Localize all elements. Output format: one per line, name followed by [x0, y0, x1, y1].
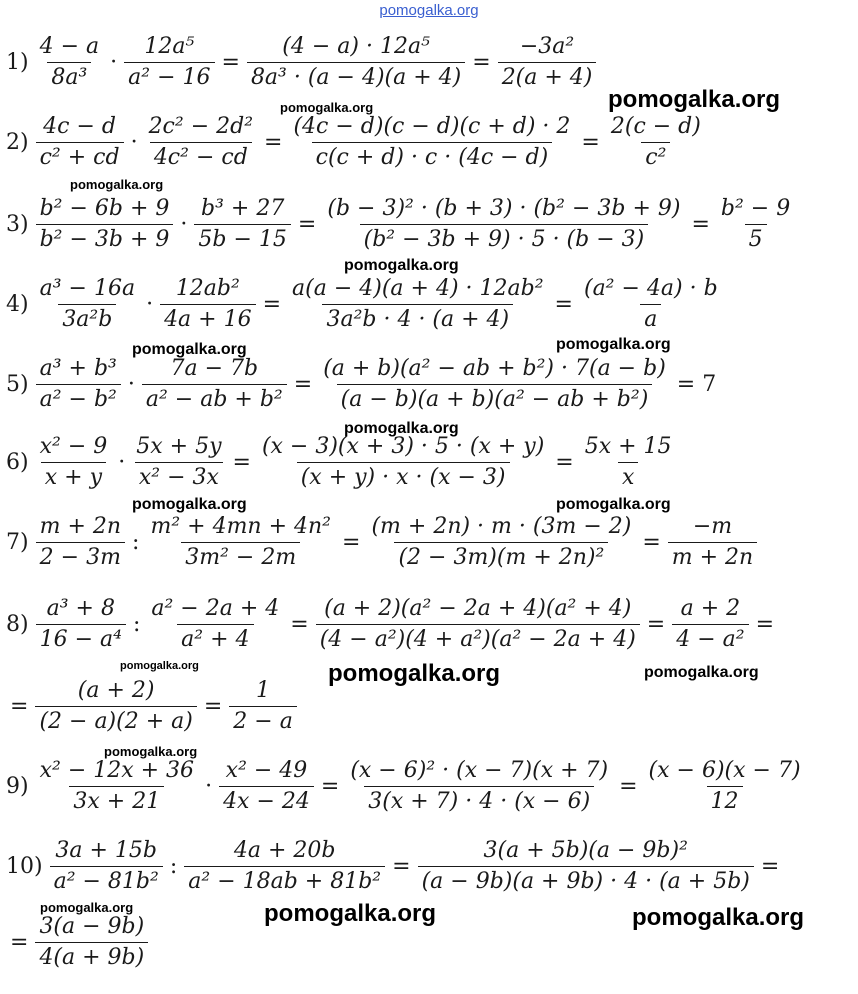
- numerator: 5x + 15: [584, 434, 672, 459]
- denominator: 16 − a⁴: [36, 624, 126, 653]
- numerator: b² − 9: [720, 196, 791, 221]
- problem-number: 9): [6, 774, 29, 799]
- watermark: pomogalka.org: [644, 664, 759, 681]
- operator: =: [755, 612, 775, 637]
- numerator: (a² − 4a) · b: [583, 276, 718, 301]
- operator: =: [554, 292, 573, 317]
- denominator: 4(a + 9b): [35, 942, 148, 971]
- denominator: (x + y) · x · (x − 3): [297, 462, 510, 491]
- numerator: 2c² − 2d²: [148, 114, 254, 139]
- numerator: x² − 9: [39, 434, 108, 459]
- denominator: (b² − 3b + 9) · 5 · (b − 3): [360, 224, 649, 253]
- denominator: 2 − a: [229, 706, 297, 735]
- denominator: x + y: [41, 462, 106, 491]
- fraction: [229, 678, 297, 735]
- equation-line: [6, 914, 151, 971]
- operator: ·: [146, 292, 154, 317]
- numerator: (4c − d)(c − d)(c + d) · 2: [293, 114, 571, 139]
- operator: =: [555, 450, 574, 475]
- problem-number: 10): [6, 854, 43, 879]
- denominator: a² − b²: [36, 384, 121, 413]
- fraction: [418, 838, 754, 895]
- numerator: (b − 3)² · (b + 3) · (b² − 3b + 9): [327, 196, 681, 221]
- operator: =: [264, 130, 283, 155]
- equation-line: [6, 678, 300, 735]
- fraction: [160, 276, 256, 333]
- fraction: [124, 34, 214, 91]
- fraction: [36, 276, 139, 333]
- numerator: 1: [256, 678, 271, 703]
- watermark: pomogalka.org: [104, 744, 198, 759]
- watermark: pomogalka.org: [344, 420, 459, 437]
- operator: ·: [127, 372, 135, 397]
- denominator: c(c + d) · c · (4c − d): [312, 142, 553, 171]
- numerator: m² + 4mn + 4n²: [150, 514, 332, 539]
- problem-number: 2): [6, 130, 29, 155]
- fraction: [147, 596, 283, 653]
- numerator: a³ + b³: [39, 356, 117, 381]
- operator: ·: [118, 450, 126, 475]
- watermark: pomogalka.org: [556, 336, 671, 353]
- fraction: [247, 34, 465, 91]
- problem-number: 1): [6, 50, 29, 75]
- denominator: (a − 9b)(a + 9b) · 4 · (a + 5b): [418, 866, 754, 895]
- numerator: 12a⁵: [144, 34, 195, 59]
- fraction: [219, 758, 314, 815]
- numerator: 7a − 7b: [170, 356, 259, 381]
- denominator: 4x − 24: [219, 786, 314, 815]
- fraction: [323, 196, 684, 253]
- problem-number: 6): [6, 450, 29, 475]
- denominator: 4 − a²: [672, 624, 748, 653]
- fraction: [35, 914, 148, 971]
- denominator: x² − 3x: [135, 462, 223, 491]
- problem-number: 3): [6, 212, 29, 237]
- fraction: [319, 356, 670, 413]
- operator: = 7: [676, 372, 717, 397]
- fraction: [36, 196, 174, 253]
- operator: =: [10, 694, 29, 719]
- denominator: (a − b)(a + b)(a² − ab + b²): [337, 384, 653, 413]
- operator: =: [297, 212, 317, 237]
- numerator: b³ + 27: [201, 196, 285, 221]
- denominator: x: [618, 462, 638, 491]
- denominator: 8a³: [47, 62, 91, 91]
- numerator: (x − 3)(x + 3) · 5 · (x + y): [261, 434, 545, 459]
- denominator: 4a + 16: [160, 304, 256, 333]
- problem-number: 5): [6, 372, 29, 397]
- fraction: [717, 196, 794, 253]
- equation-line: [6, 758, 808, 815]
- watermark: pomogalka.org: [40, 900, 134, 915]
- fraction: [316, 596, 640, 653]
- numerator: (a + 2): [77, 678, 155, 703]
- denominator: c²: [641, 142, 670, 171]
- fraction: [36, 114, 124, 171]
- operator: =: [581, 130, 600, 155]
- operator: ·: [205, 774, 213, 799]
- watermark: pomogalka.org: [70, 177, 164, 192]
- denominator: 3a²b · 4 · (a + 4): [322, 304, 513, 333]
- equation-line: [6, 596, 778, 653]
- operator: :: [132, 530, 140, 555]
- operator: =: [691, 212, 710, 237]
- denominator: a² + 4: [177, 624, 253, 653]
- watermark: pomogalka.org: [132, 496, 247, 513]
- fraction: [132, 434, 225, 491]
- operator: =: [392, 854, 411, 879]
- fraction: [645, 758, 805, 815]
- fraction: [498, 34, 597, 91]
- equation-line: [6, 434, 679, 491]
- numerator: a(a − 4)(a + 4) · 12ab²: [292, 276, 544, 301]
- numerator: a³ − 16a: [39, 276, 136, 301]
- numerator: 4a + 20b: [233, 838, 336, 863]
- equation-line: [6, 196, 797, 253]
- operator: :: [169, 854, 178, 879]
- fraction: [288, 276, 548, 333]
- operator: ·: [130, 130, 138, 155]
- fraction: [184, 838, 385, 895]
- watermark: pomogalka.org: [608, 86, 781, 113]
- equation-line: [6, 276, 725, 333]
- fraction: [36, 356, 121, 413]
- watermark: pomogalka.org: [344, 257, 459, 274]
- operator: =: [642, 530, 661, 555]
- denominator: a² − 81b²: [50, 866, 163, 895]
- denominator: 3(x + 7) · 4 · (x − 6): [364, 786, 594, 815]
- watermark: pomogalka.org: [120, 660, 199, 672]
- denominator: 3m² − 2m: [181, 542, 300, 571]
- numerator: (x − 6)² · (x − 7)(x + 7): [350, 758, 609, 783]
- denominator: 12: [707, 786, 743, 815]
- watermark: pomogalka.org: [264, 900, 437, 927]
- watermark: pomogalka.org: [132, 341, 247, 358]
- numerator: 2(c − d): [610, 114, 701, 139]
- numerator: a³ + 8: [46, 596, 115, 621]
- numerator: (4 − a) · 12a⁵: [282, 34, 430, 59]
- numerator: a² − 2a + 4: [151, 596, 280, 621]
- numerator: 12ab²: [175, 276, 240, 301]
- fraction: [580, 276, 722, 333]
- fraction: [36, 758, 198, 815]
- numerator: m + 2n: [39, 514, 122, 539]
- numerator: a + 2: [680, 596, 741, 621]
- operator: =: [760, 854, 780, 879]
- fraction: [367, 514, 635, 571]
- denominator: 3a²b: [58, 304, 116, 333]
- watermark: pomogalka.org: [632, 904, 805, 931]
- denominator: m + 2n: [668, 542, 757, 571]
- watermark: pomogalka.org: [280, 100, 374, 115]
- operator: =: [619, 774, 638, 799]
- denominator: a² − ab + b²: [142, 384, 287, 413]
- fraction: [36, 434, 112, 491]
- denominator: c² + cd: [36, 142, 124, 171]
- denominator: (4 − a²)(4 + a²)(a² − 2a + 4): [316, 624, 640, 653]
- denominator: (2 − a)(2 + a): [35, 706, 196, 735]
- denominator: 5b − 15: [194, 224, 291, 253]
- numerator: (x − 6)(x − 7): [648, 758, 801, 783]
- denominator: a: [640, 304, 661, 333]
- problem-number: 7): [6, 530, 29, 555]
- operator: =: [290, 612, 309, 637]
- numerator: (a + b)(a² − ab + b²) · 7(a − b): [323, 356, 666, 381]
- numerator: 4c − d: [43, 114, 116, 139]
- fraction: [668, 514, 757, 571]
- numerator: −3a²: [519, 34, 575, 59]
- operator: =: [262, 292, 282, 317]
- equation-line: [6, 34, 599, 91]
- operator: =: [203, 694, 223, 719]
- numerator: x² − 12x + 36: [39, 758, 195, 783]
- operator: =: [293, 372, 313, 397]
- denominator: 3x + 21: [69, 786, 164, 815]
- equation-line: [6, 838, 783, 895]
- numerator: x² − 49: [225, 758, 308, 783]
- operator: ·: [180, 212, 188, 237]
- watermark: pomogalka.org: [556, 496, 671, 513]
- numerator: (m + 2n) · m · (3m − 2): [371, 514, 632, 539]
- operator: =: [10, 930, 29, 955]
- denominator: 2 − 3m: [36, 542, 125, 571]
- fraction: [36, 596, 126, 653]
- operator: ·: [110, 50, 118, 75]
- watermark: pomogalka.org: [328, 660, 501, 687]
- numerator: b² − 6b + 9: [39, 196, 170, 221]
- operator: =: [320, 774, 340, 799]
- denominator: 8a³ · (a − 4)(a + 4): [247, 62, 465, 91]
- equation-line: [6, 114, 708, 171]
- operator: =: [232, 450, 251, 475]
- numerator: (a + 2)(a² − 2a + 4)(a² + 4): [324, 596, 632, 621]
- numerator: 3(a − 9b): [39, 914, 145, 939]
- fraction: [145, 114, 257, 171]
- operator: =: [472, 50, 491, 75]
- fraction: [289, 114, 574, 171]
- numerator: −m: [692, 514, 733, 539]
- denominator: b² − 3b + 9: [36, 224, 174, 253]
- fraction: [258, 434, 548, 491]
- equation-line: [6, 514, 760, 571]
- fraction: [346, 758, 612, 815]
- fraction: [50, 838, 163, 895]
- fraction: [581, 434, 676, 491]
- problem-number: 4): [6, 292, 29, 317]
- denominator: a² − 18ab + 81b²: [184, 866, 385, 895]
- site-link[interactable]: pomogalka.org: [379, 2, 479, 19]
- numerator: 3a + 15b: [55, 838, 158, 863]
- fraction: [35, 678, 196, 735]
- denominator: a² − 16: [124, 62, 214, 91]
- problem-number: 8): [6, 612, 29, 637]
- fraction: [194, 196, 291, 253]
- operator: =: [221, 50, 240, 75]
- fraction: [36, 514, 125, 571]
- denominator: 2(a + 4): [498, 62, 597, 91]
- operator: =: [646, 612, 666, 637]
- numerator: 3(a + 5b)(a − 9b)²: [483, 838, 688, 863]
- numerator: 5x + 5y: [136, 434, 222, 459]
- fraction: [607, 114, 705, 171]
- fraction: [142, 356, 287, 413]
- operator: =: [342, 530, 361, 555]
- fraction: [672, 596, 748, 653]
- denominator: (2 − 3m)(m + 2n)²: [394, 542, 608, 571]
- fraction: [146, 514, 335, 571]
- equation-line: [6, 356, 720, 413]
- operator: :: [132, 612, 141, 637]
- numerator: 4 − a: [39, 34, 100, 59]
- fraction: [36, 34, 104, 91]
- denominator: 5: [745, 224, 767, 253]
- denominator: 4c² − cd: [150, 142, 252, 171]
